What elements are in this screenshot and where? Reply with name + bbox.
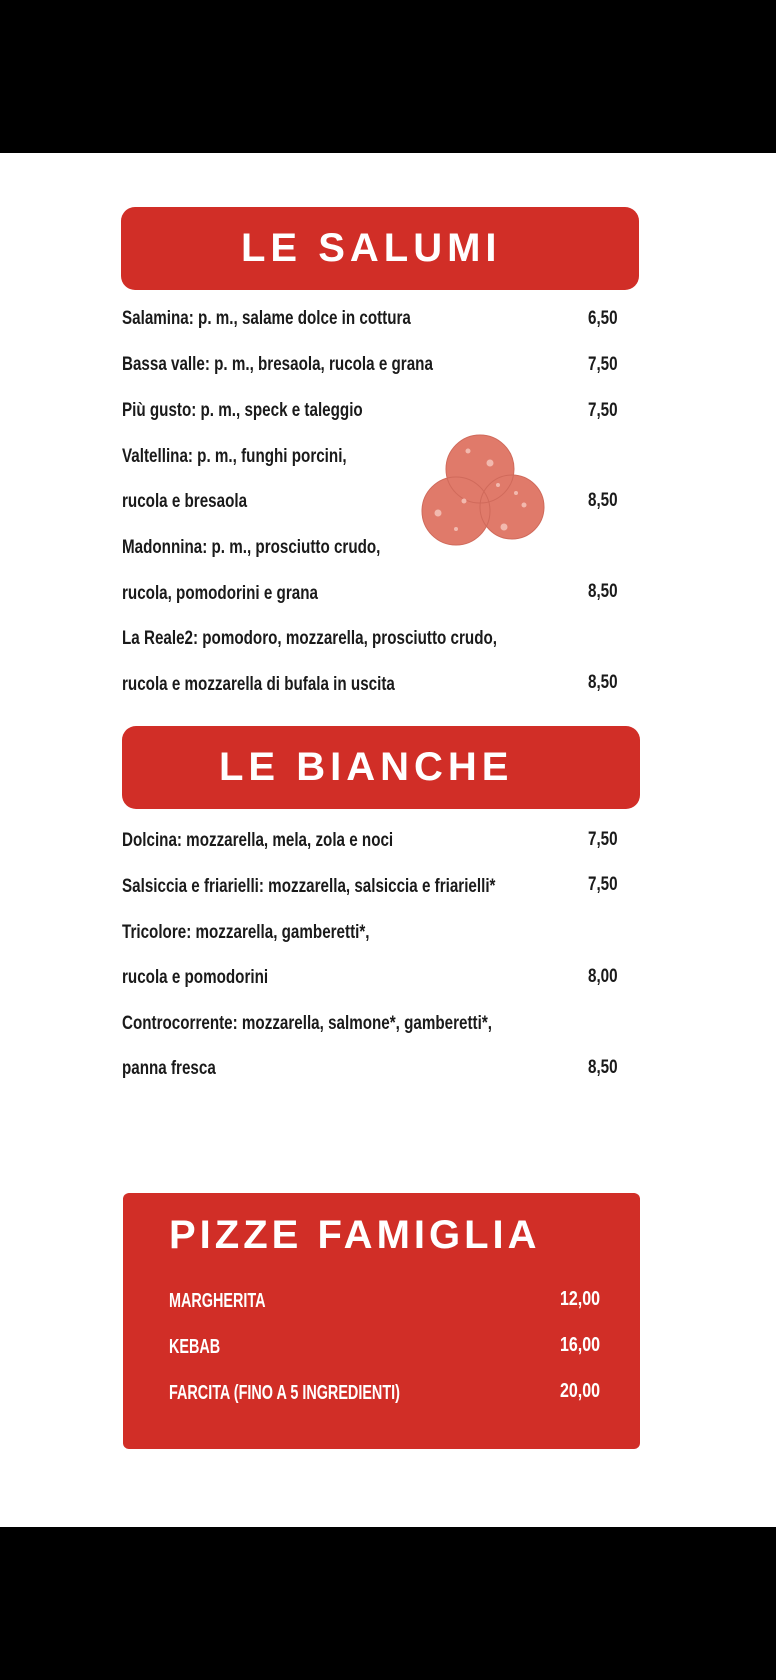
menu-item-line: rucola e pomodorini — [122, 967, 269, 988]
menu-item-price: 7,50 — [588, 354, 618, 375]
menu-item-line: rucola, pomodorini e grana — [122, 583, 318, 604]
section-title: PIZZE FAMIGLIA — [169, 1213, 541, 1257]
menu-item-price: 6,50 — [588, 308, 618, 329]
menu-item-price: 8,50 — [588, 581, 618, 602]
famiglia-box — [123, 1193, 640, 1449]
menu-item-line: Bassa valle: p. m., bresaola, rucola e grana — [122, 354, 433, 375]
menu-item-line: rucola e bresaola — [122, 491, 248, 512]
menu-item-line: Valtellina: p. m., funghi porcini, — [122, 446, 347, 467]
menu-item-price: 8,00 — [588, 966, 618, 987]
section-header-bianche — [122, 726, 640, 809]
menu-item-price: 7,50 — [588, 874, 618, 895]
menu-item-line: Salamina: p. m., salame dolce in cottura — [122, 308, 411, 329]
famiglia-item-price: 16,00 — [560, 1334, 601, 1356]
menu-item-price: 8,50 — [588, 672, 618, 693]
section-header-salumi — [121, 207, 639, 290]
menu-item-line: Controcorrente: mozzarella, salmone*, gamberetti*, — [122, 1013, 492, 1034]
menu-page — [0, 153, 776, 1527]
menu-item-price: 7,50 — [588, 829, 618, 850]
menu-item-line: Più gusto: p. m., speck e taleggio — [122, 400, 363, 421]
menu-item-line: Tricolore: mozzarella, gamberetti*, — [122, 922, 370, 943]
menu-item-price: 8,50 — [588, 490, 618, 511]
menu-item-line: Salsiccia e friarielli: mozzarella, salsiccia e friarielli* — [122, 876, 496, 897]
section-title: LE BIANCHE — [219, 745, 514, 789]
menu-item-price: 7,50 — [588, 400, 618, 421]
menu-item-line: rucola e mozzarella di bufala in uscita — [122, 674, 395, 695]
famiglia-item-name: MARGHERITA — [169, 1290, 266, 1312]
famiglia-item-price: 20,00 — [560, 1380, 601, 1402]
famiglia-item-name: FARCITA (FINO A 5 INGREDIENTI) — [169, 1382, 400, 1404]
famiglia-item-name: KEBAB — [169, 1336, 221, 1358]
menu-item-price: 8,50 — [588, 1057, 618, 1078]
menu-item-line: La Reale2: pomodoro, mozzarella, prosciutto crudo, — [122, 628, 497, 649]
salami-slices-icon — [420, 431, 546, 553]
famiglia-item-price: 12,00 — [560, 1288, 601, 1310]
menu-item-line: panna fresca — [122, 1058, 216, 1079]
section-title: LE SALUMI — [241, 226, 502, 270]
menu-item-line: Madonnina: p. m., prosciutto crudo, — [122, 537, 381, 558]
menu-item-line: Dolcina: mozzarella, mela, zola e noci — [122, 830, 394, 851]
